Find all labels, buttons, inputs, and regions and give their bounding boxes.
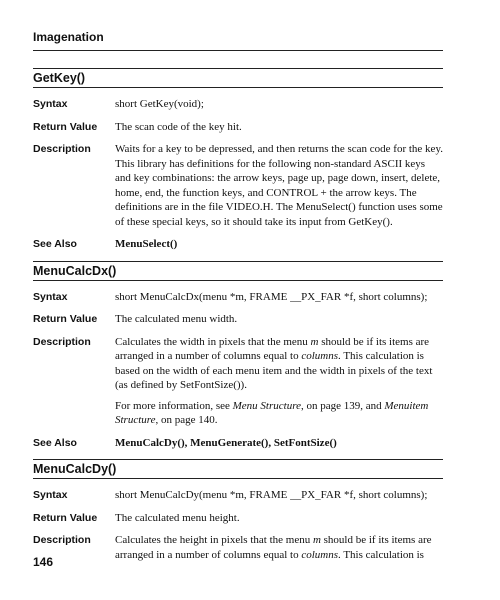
return-value-row [33, 511, 443, 526]
description-row [33, 142, 443, 229]
function-title: GetKey() [33, 69, 443, 88]
function-reference-list [33, 68, 443, 571]
return-value-text: The calculated menu width. [115, 313, 238, 325]
return-value-label: Return Value [33, 120, 98, 133]
see-also-label: See Also [33, 238, 77, 250]
param-m: m [310, 335, 319, 348]
cross-reference-paragraph: For more information, see Menu Structure, on page 139, and Menuitem Structure, on page 140. [115, 399, 429, 426]
see-also-links[interactable]: MenuCalcDy(), MenuGenerate(), SetFontSize() [115, 436, 337, 449]
description-paragraph: Calculates the height in pixels that the menu m should be if its items are arranged in a number of columns equal to columns. This calculation is [115, 534, 432, 561]
function-title: MenuCalcDy() [33, 460, 443, 479]
description-label: Description [33, 335, 91, 348]
return-value-label: Return Value [33, 511, 98, 524]
return-value-row [33, 120, 443, 135]
running-head: Imagenation [33, 30, 104, 44]
syntax-text: short GetKey(void); [115, 98, 204, 110]
return-value-row [33, 312, 443, 327]
cross-reference-menu-structure[interactable]: Menu Structure [232, 399, 301, 412]
function-entry-menucalcdy [33, 459, 443, 562]
page-number: 146 [33, 555, 54, 569]
syntax-row [33, 290, 443, 305]
return-value-label: Return Value [33, 313, 98, 325]
description-label: Description [33, 534, 91, 546]
header-divider [33, 50, 443, 51]
return-value-text: The calculated menu height. [115, 511, 240, 524]
syntax-text: short MenuCalcDx(menu *m, FRAME __PX_FAR *f, short columns); [115, 290, 428, 303]
function-entry-getkey [33, 68, 443, 252]
syntax-row [33, 488, 443, 503]
description-label: Description [33, 143, 91, 155]
param-columns: columns [301, 350, 339, 362]
syntax-label: Syntax [33, 98, 68, 110]
description-text: Waits for a key to be depressed, and then returns the scan code for the key. This library has definitions for the following non-standard ASCII keys and key combinations: the arrow keys, page up, page down, insert, delete, home, end, the function keys, and CONTROL + the arrow keys. The definitions are in the file VIDEO.H. The MenuSelect() function uses some of these special keys, so it should take its input from GetKey(). [115, 143, 443, 228]
description-row [33, 335, 443, 428]
description-text [115, 533, 443, 562]
syntax-row [33, 97, 443, 112]
cross-reference-menuitem-structure[interactable]: Menuitem Structure [115, 399, 429, 426]
param-columns: columns [301, 548, 339, 561]
document-page [33, 0, 443, 600]
see-also-label: See Also [33, 436, 77, 449]
see-also-row [33, 436, 443, 451]
description-row [33, 533, 443, 562]
syntax-label: Syntax [33, 290, 68, 303]
see-also-row [33, 237, 443, 252]
param-m: m [312, 534, 321, 546]
description-text [115, 335, 443, 428]
syntax-text: short MenuCalcDy(menu *m, FRAME __PX_FAR *f, short columns); [115, 489, 428, 501]
description-paragraph: Calculates the width in pixels that the menu m should be if its items are arranged in a number of columns equal to columns. This calculation is based on the width of each menu item and the width in pixels of the text (as defined by SetFontSize()). [115, 335, 433, 391]
syntax-label: Syntax [33, 489, 68, 501]
see-also-links[interactable]: MenuSelect() [115, 238, 178, 250]
return-value-text: The scan code of the key hit. [115, 120, 242, 133]
function-entry-menucalcdx [33, 261, 443, 451]
function-title: MenuCalcDx() [33, 262, 443, 281]
